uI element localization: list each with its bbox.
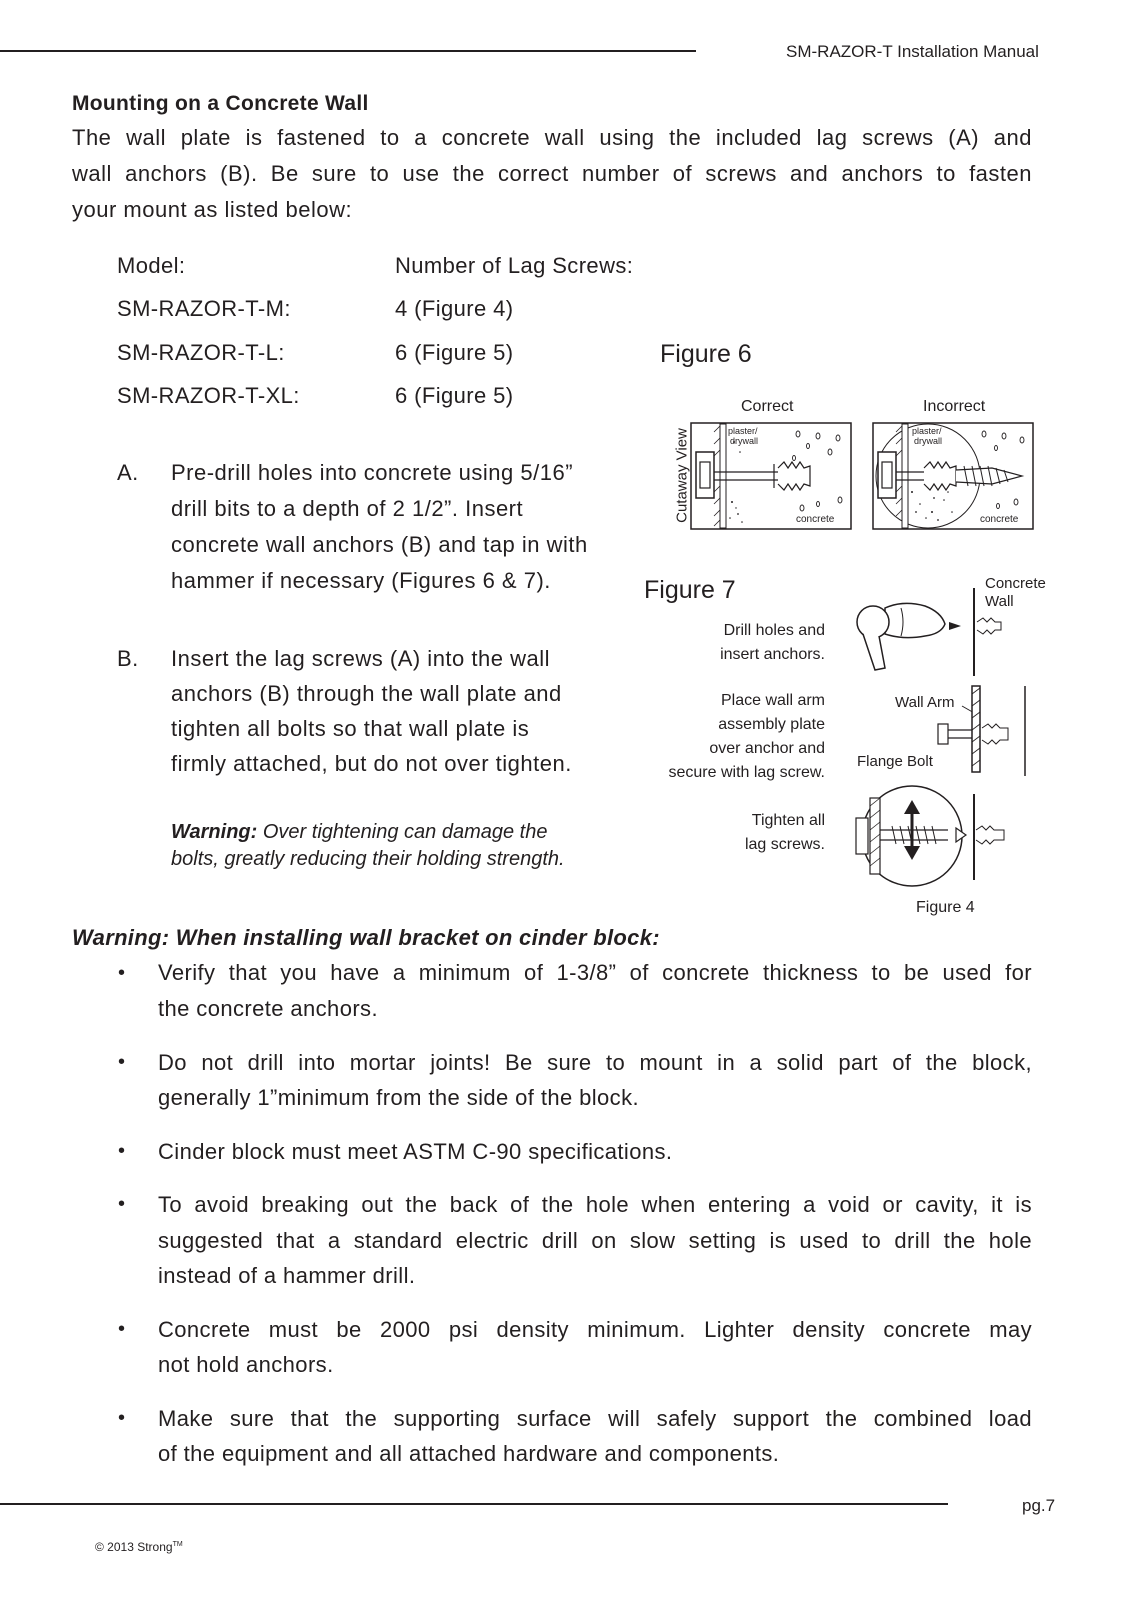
hammer-icon <box>857 603 945 670</box>
step-b-marker: B. <box>117 646 139 671</box>
list-bullet: • <box>118 1193 126 1215</box>
step-b-line: firmly attached, but do not over tighten. <box>171 751 572 776</box>
tighten-screws-diagram <box>848 784 1018 890</box>
list-item: not hold anchors. <box>158 1352 334 1377</box>
warning-text: bolts, greatly reducing their holding strength. <box>171 848 565 870</box>
list-item: Verify that you have a minimum of 1-3/8” of concrete thickness to be used for <box>158 960 1032 985</box>
step-a-line: hammer if necessary (Figures 6 & 7). <box>171 568 551 593</box>
step-a-line: Pre-drill holes into concrete using 5/16” <box>171 460 574 485</box>
warning-label: Warning: <box>171 821 258 843</box>
concrete-wall-label-line: Wall <box>985 593 1014 610</box>
list-bullet: • <box>118 1318 126 1340</box>
manual-title: SM-RAZOR-T Installation Manual <box>786 42 1039 61</box>
figure-6-correct-diagram <box>690 422 852 530</box>
copyright <box>95 1540 183 1554</box>
svg-text:drywall: drywall <box>914 436 943 446</box>
wall-arm-label: Wall Arm <box>895 694 955 711</box>
intro-line-1: The wall plate is fastened to a concrete wall using the included lag screws (A) and <box>72 125 1032 150</box>
trademark-mark: TM <box>172 1541 183 1548</box>
intro-line-3: your mount as listed below: <box>72 197 353 222</box>
list-item: Cinder block must meet ASTM C-90 specifications. <box>158 1139 673 1164</box>
figure-6-incorrect-label: Incorrect <box>923 398 986 415</box>
list-item: Do not drill into mortar joints! Be sure to mount in a solid part of the block, <box>158 1050 1032 1075</box>
section-title: Mounting on a Concrete Wall <box>72 92 369 115</box>
cutaway-view-label: Cutaway View <box>673 428 691 523</box>
page-number: pg.7 <box>1022 1496 1056 1515</box>
header-rule <box>0 50 696 52</box>
step-b-line: Insert the lag screws (A) into the wall <box>171 646 550 671</box>
table-row-model: SM-RAZOR-T-M: <box>117 296 291 321</box>
table-row-model: SM-RAZOR-T-L: <box>117 340 285 365</box>
table-row-count: 6 (Figure 5) <box>395 340 514 365</box>
arrow-icon <box>949 622 961 630</box>
copyright-text: © 2013 Strong <box>95 1540 173 1554</box>
intro-line-2: wall anchors (B). Be sure to use the correct number of screws and anchors to fasten <box>72 161 1032 186</box>
hammer-drill-diagram <box>845 588 1015 680</box>
list-item: instead of a hammer drill. <box>158 1263 416 1288</box>
list-bullet: • <box>118 1407 126 1429</box>
list-item: To avoid breaking out the back of the hole when entering a void or cavity, it is <box>158 1192 1032 1217</box>
wall-arm-diagram <box>860 684 1030 780</box>
list-bullet: • <box>118 1140 126 1162</box>
caption-line: Place wall arm <box>720 692 825 709</box>
step-a-marker: A. <box>117 460 139 485</box>
fig7-step-1-caption <box>600 619 825 667</box>
list-item: the concrete anchors. <box>158 996 378 1021</box>
caption-line: over anchor and <box>709 740 825 757</box>
table-row-count: 4 (Figure 4) <box>395 296 514 321</box>
step-b-line: tighten all bolts so that wall plate is <box>171 716 530 741</box>
cinder-block-warning-title: Warning: When installing wall bracket on cinder block: <box>72 925 660 950</box>
fig7-step-2-caption <box>600 689 825 785</box>
list-item: of the equipment and all attached hardware and components. <box>158 1441 780 1466</box>
table-row-model: SM-RAZOR-T-XL: <box>117 383 300 408</box>
svg-text:concrete: concrete <box>980 514 1019 525</box>
figure-4-caption: Figure 4 <box>916 899 975 916</box>
svg-text:plaster/: plaster/ <box>728 426 758 436</box>
flange-bolt-label: Flange Bolt <box>857 753 933 770</box>
caption-line: lag screws. <box>744 836 825 853</box>
fig7-step-3-caption <box>600 809 825 857</box>
list-item: suggested that a standard electric drill on slow setting is used to drill the hole <box>158 1228 1032 1253</box>
figure-7-title: Figure 7 <box>644 576 736 604</box>
caption-line: Drill holes and <box>723 622 825 639</box>
step-a-line: concrete wall anchors (B) and tap in with <box>171 532 588 557</box>
step-b-line: anchors (B) through the wall plate and <box>171 681 562 706</box>
figure-6-correct-label: Correct <box>741 398 794 415</box>
warning-text: Over tightening can damage the <box>262 821 548 843</box>
step-a-line: drill bits to a depth of 2 1/2”. Insert <box>171 496 524 521</box>
caption-line: secure with lag screw. <box>668 764 825 781</box>
list-bullet: • <box>118 962 126 984</box>
list-bullet: • <box>118 1051 126 1073</box>
footer-rule <box>0 1503 948 1505</box>
caption-line: assembly plate <box>718 716 825 733</box>
svg-text:drywall: drywall <box>730 436 759 446</box>
list-item: Make sure that the supporting surface will safely support the combined load <box>158 1406 1032 1431</box>
figure-6-title: Figure 6 <box>660 340 752 368</box>
concrete-wall-label-line: Concrete <box>985 575 1046 592</box>
svg-text:concrete: concrete <box>796 514 835 525</box>
list-item: Concrete must be 2000 psi density minimum. Lighter density concrete may <box>158 1317 1032 1342</box>
list-item: generally 1”minimum from the side of the block. <box>158 1085 639 1110</box>
table-header-model: Model: <box>117 253 186 278</box>
caption-line: insert anchors. <box>720 646 825 663</box>
table-header-count: Number of Lag Screws: <box>395 253 634 278</box>
caption-line: Tighten all <box>751 812 825 829</box>
table-row-count: 6 (Figure 5) <box>395 383 514 408</box>
overtighten-warning <box>171 819 631 873</box>
svg-text:plaster/: plaster/ <box>912 426 942 436</box>
figure-6-incorrect-diagram <box>872 422 1034 530</box>
